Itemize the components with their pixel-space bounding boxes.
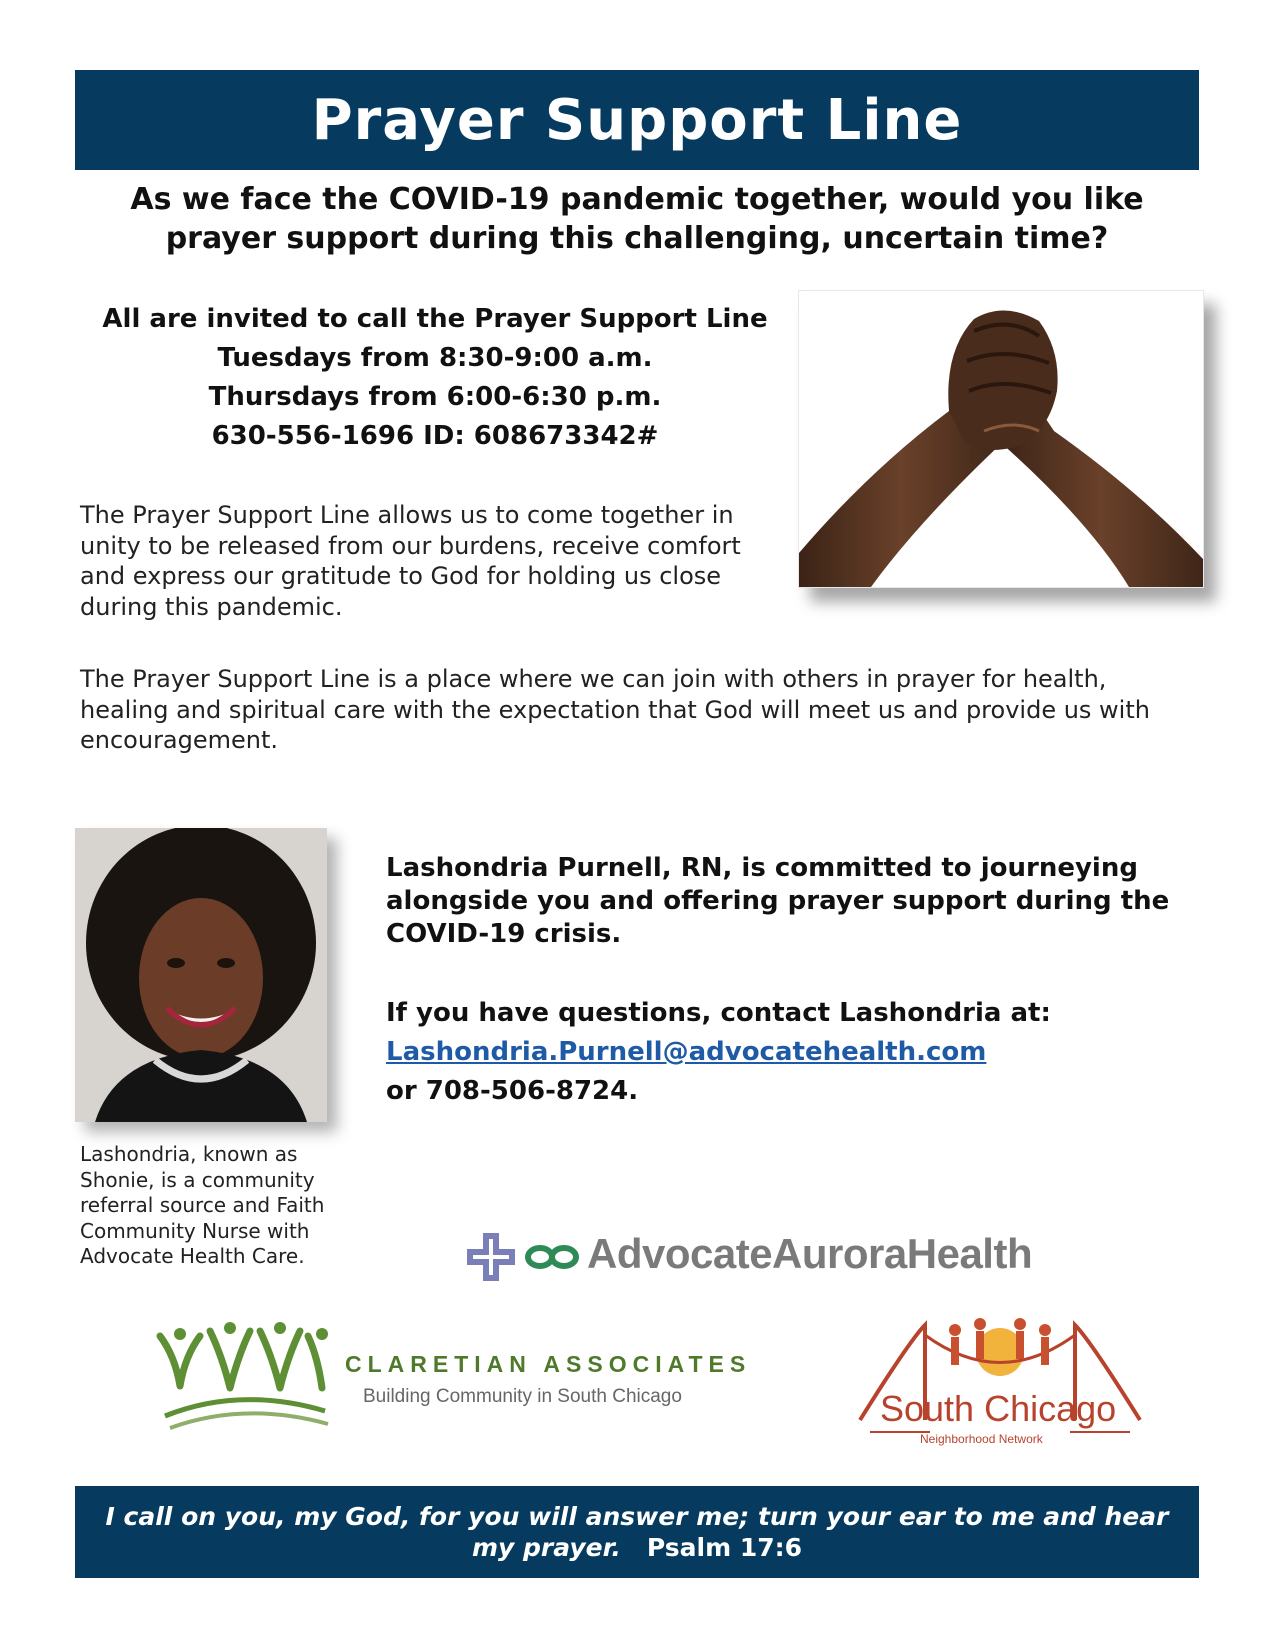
call-schedule: [85, 300, 785, 456]
email-link[interactable]: Lashondria.Purnell@advocatehealth.com: [386, 1037, 987, 1067]
praying-hands-photo: [798, 290, 1204, 588]
portrait-image: [75, 828, 327, 1122]
thursday-schedule: Thursdays from 6:00-6:30 p.m.: [208, 382, 662, 412]
claretian-associates-logo: [150, 1316, 752, 1436]
page-title: Prayer Support Line: [311, 87, 963, 153]
advocate-aurora-health-logo: [467, 1228, 1067, 1288]
claretian-figures-icon: [150, 1316, 340, 1436]
commitment-text: Lashondria Purnell, RN, is committed to journeying alongside you and offering prayer support during the COVID-19 crisis.: [386, 853, 1170, 949]
verse-banner: [75, 1486, 1199, 1578]
title-banner: [75, 70, 1199, 170]
purpose-paragraph: The Prayer Support Line is a place where we can join with others in prayer for health, healing and spiritual care with the expectation that God will meet us and provide us with encouragement.: [80, 665, 1150, 754]
nurse-info: [386, 852, 1206, 1111]
verse-reference: Psalm 17:6: [646, 1533, 803, 1562]
infinity-icon: [528, 1248, 576, 1266]
claretian-tagline: Building Community in South Chicago: [363, 1386, 682, 1407]
aah-brand-text: AdvocateAuroraHealth: [587, 1230, 1033, 1277]
contact-phone: or 708-506-8724.: [386, 1076, 639, 1106]
dial-in-number: 630-556-1696 ID: 608673342#: [211, 421, 659, 451]
logo-icons: [467, 1228, 587, 1288]
cross-icon: [467, 1233, 515, 1281]
invite-text: All are invited to call the Prayer Support Line: [102, 304, 768, 334]
praying-hands-image: [799, 291, 1203, 587]
lashondria-portrait-photo: [75, 828, 327, 1122]
contact-info: [386, 994, 1206, 1111]
headline-line: prayer support during this challenging, uncertain time?: [165, 221, 1109, 256]
tuesday-schedule: Tuesdays from 8:30-9:00 a.m.: [217, 343, 653, 373]
scripture-verse: [97, 1501, 1177, 1563]
headline: [75, 180, 1199, 258]
bridge-people-icon: [850, 1310, 1150, 1452]
verse-text: I call on you, my God, for you will answer me; turn your ear to me and hear my prayer.: [105, 1502, 1169, 1562]
intro-paragraph: The Prayer Support Line allows us to come together in unity to be released from our burdens, receive comfort and express our gratitude to God for holding us close during this pandemic.: [80, 501, 741, 621]
scnn-name: South Chicago: [880, 1388, 1117, 1429]
south-chicago-neighborhood-network-logo: [850, 1310, 1150, 1452]
claretian-name: CLARETIAN ASSOCIATES: [345, 1351, 752, 1377]
contact-intro: If you have questions, contact Lashondria at:: [386, 998, 1051, 1028]
headline-line: As we face the COVID-19 pandemic together, would you like: [130, 182, 1144, 217]
scnn-subtitle: Neighborhood Network: [920, 1432, 1043, 1446]
portrait-caption: Lashondria, known as Shonie, is a community referral source and Faith Community Nurse with Advocate Health Care.: [80, 1142, 325, 1268]
